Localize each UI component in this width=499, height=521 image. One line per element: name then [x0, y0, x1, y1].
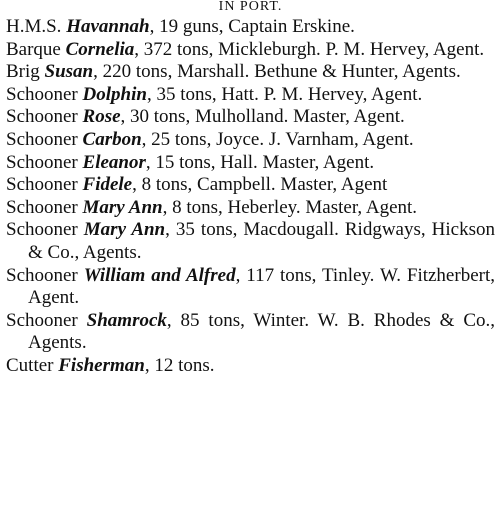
vessel-entry — [6, 16, 495, 39]
vessel-name: Eleanor — [82, 151, 146, 173]
vessel-entry — [6, 355, 495, 378]
vessel-entry — [6, 265, 495, 310]
vessel-name: Cornelia — [65, 38, 135, 60]
vessel-type: Brig — [6, 61, 45, 83]
vessel-name: William and Alfred — [83, 264, 236, 286]
vessel-entry — [6, 129, 495, 152]
vessel-name: Mary Ann — [83, 219, 166, 241]
vessel-entry — [6, 152, 495, 175]
vessel-type: Schooner — [6, 106, 83, 128]
vessel-type: Schooner — [6, 219, 84, 241]
section-heading: IN PORT. — [218, 0, 283, 14]
vessel-name: Mary Ann — [82, 196, 163, 218]
vessel-details: , 8 tons, Campbell. Master, Agent — [132, 174, 388, 196]
vessel-name: Havannah — [66, 16, 150, 37]
vessel-details: , 35 tons, Macdougall. Ridgways, Hickson & Co., Agents. — [28, 219, 495, 263]
vessel-details: , 15 tons, Hall. Master, Agent. — [145, 151, 375, 173]
vessel-entry — [6, 61, 495, 84]
vessel-type: H.M.S. — [6, 16, 67, 37]
vessel-type: Schooner — [6, 174, 83, 196]
vessel-type: Cutter — [6, 354, 59, 376]
vessel-details: , 35 tons, Hatt. P. M. Hervey, Agent. — [146, 83, 423, 105]
vessel-type: Schooner — [6, 151, 83, 173]
vessel-name: Fisherman — [58, 354, 145, 376]
vessel-type: Schooner — [6, 83, 83, 105]
vessel-name: Shamrock — [86, 309, 167, 331]
vessel-entry — [6, 219, 495, 264]
vessel-entry — [6, 310, 495, 355]
vessel-entry — [6, 174, 495, 197]
vessel-entry — [6, 106, 495, 129]
vessel-details: , 117 tons, Tinley. W. Fitzherbert, Agent. — [28, 264, 495, 309]
vessel-type: Schooner — [6, 309, 87, 331]
vessel-name: Rose — [82, 106, 121, 128]
vessel-name: Carbon — [82, 128, 142, 150]
vessel-details: , 372 tons, Mickleburgh. P. M. Hervey, Agent. — [134, 38, 485, 60]
vessel-details: , 25 tons, Joyce. J. Varnham, Agent. — [141, 128, 414, 150]
vessel-entry — [6, 39, 495, 62]
vessel-details: , 85 tons, Winter. W. B. Rhodes & Co., Agents. — [28, 309, 495, 354]
vessel-type: Barque — [6, 38, 66, 60]
vessel-details: , 19 guns, Captain Erskine. — [149, 16, 355, 37]
vessel-type: Schooner — [6, 264, 84, 286]
vessel-name: Dolphin — [82, 83, 147, 105]
vessel-type: Schooner — [6, 196, 83, 218]
vessel-list — [6, 16, 495, 378]
vessel-entry — [6, 197, 495, 220]
vessel-type: Schooner — [6, 128, 83, 150]
vessel-details: , 8 tons, Heberley. Master, Agent. — [162, 196, 418, 218]
vessel-details: , 12 tons. — [144, 354, 215, 376]
vessel-details: , 220 tons, Marshall. Bethune & Hunter, Agents. — [93, 61, 461, 83]
vessel-name: Susan — [44, 61, 94, 83]
vessel-name: Fidele — [82, 174, 133, 196]
vessel-entry — [6, 84, 495, 107]
vessel-details: , 30 tons, Mulholland. Master, Agent. — [120, 106, 405, 128]
